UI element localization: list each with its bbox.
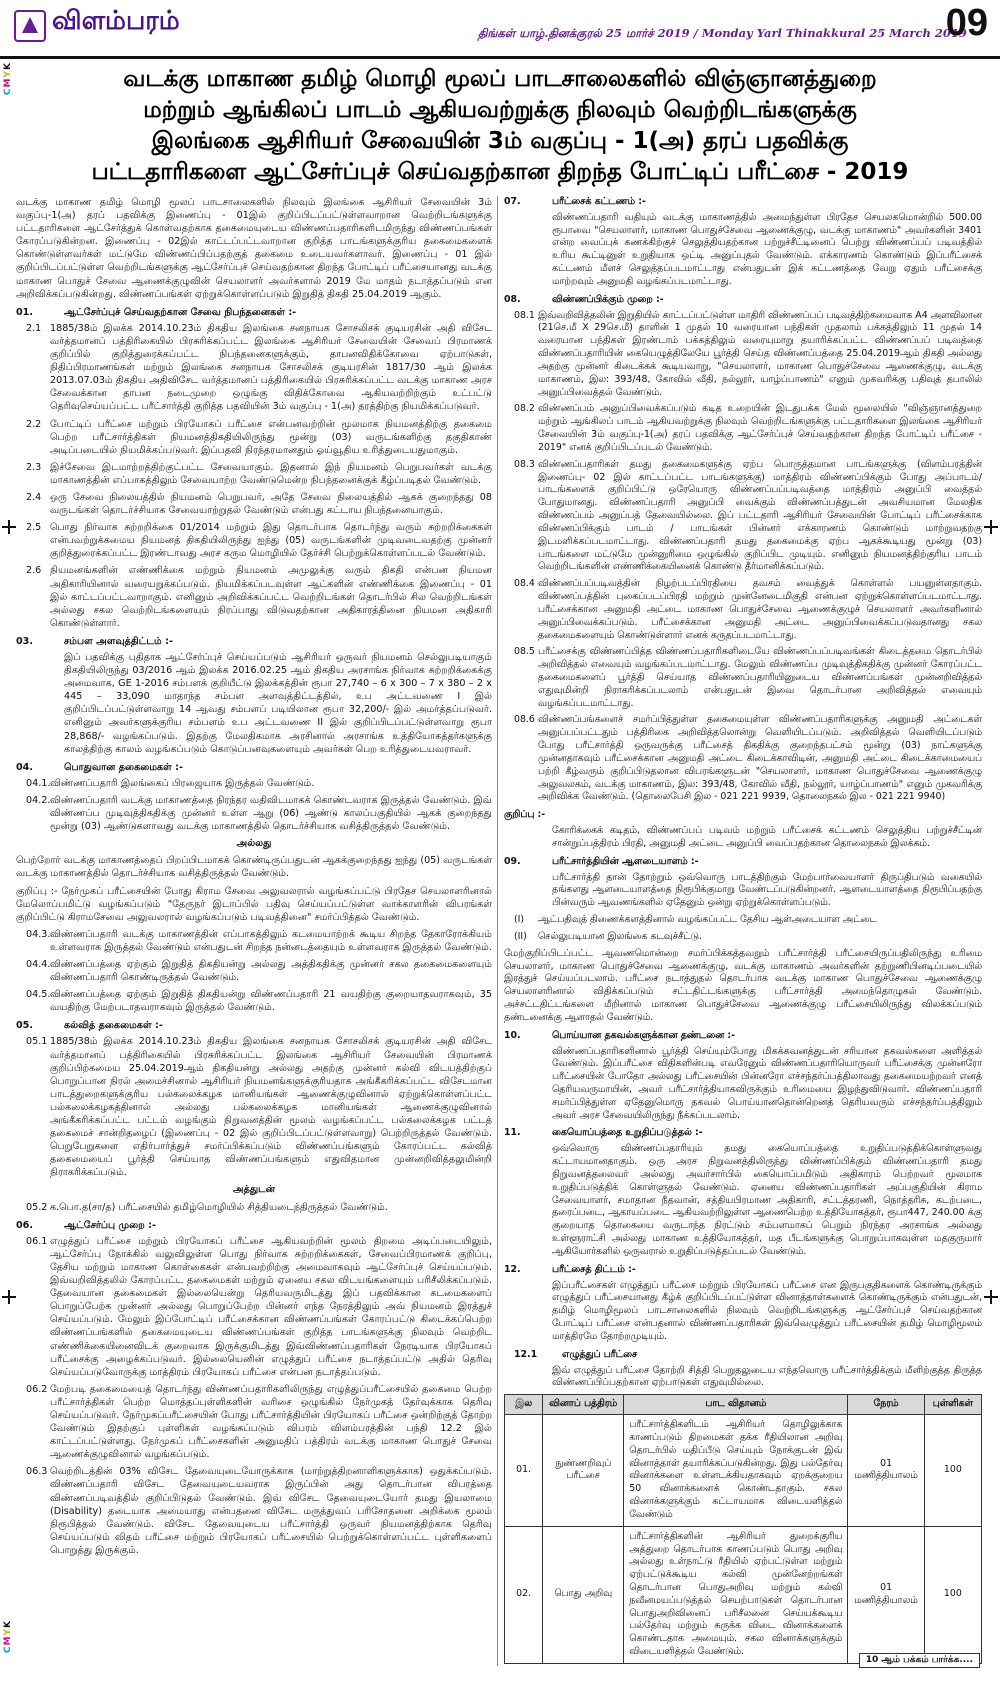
- or-label: அல்லது: [236, 838, 272, 850]
- list-item: [504, 714, 982, 804]
- section-title: எழுத்துப் பரீட்சை: [562, 1348, 638, 1360]
- section-heading-06: [16, 1219, 492, 1232]
- section-title: கல்வித் தகைமைகள் :-: [64, 1020, 163, 1032]
- cmyk-k: K: [3, 62, 13, 70]
- section-number: 04.: [16, 761, 33, 773]
- list-item: [504, 646, 982, 710]
- headline-line: இலங்கை ஆசிரியர் சேவையின் 3ம் வகுப்பு - 1(அ) தரப் பதவிக்கு: [151, 128, 849, 154]
- list-item: [16, 322, 492, 414]
- section-name: விளம்பரம்: [52, 6, 180, 36]
- headline-line: வடக்கு மாகாண தமிழ் மொழி மூலப் பாடசாலைகளில் விஞ்ஞானத்துறை: [123, 66, 877, 92]
- note-paragraph: கோரிக்கைக் கடிதம், விண்ணப்பப் படிவம் மற்றும் பரீட்சைக் கட்டணம் செலுத்திய பற்றுச்சீட்டின் சான்றுப்பத்திரம் பிரதி, அனுமதி அட்டை அனுப்பி வைப்பதற்கான தொலைநகல் இலக்கம்.: [552, 825, 982, 849]
- page-number: 09: [945, 2, 988, 44]
- section-number: 05.: [16, 1020, 33, 1032]
- section-heading-07: [504, 196, 982, 209]
- item-number: (I): [514, 914, 525, 926]
- item-text: போட்டிப் பரீட்சை மற்றும் பிரயோகப் பரீட்சை என்பனவற்றின் மூலமாக நியமனத்திற்கு தகைமை பெற்ற பரீட்சார்த்திகள் நியமனத்திகதியிலிருந்து மூன்று (03) வருடங்களிற்கு தகுதிகாண் அடிப்படையில் நியமிக்கப்படுவர். இப்பதவி நிரந்தரமானதும் ஓய்வூதிய உரித்துடையதுமாகும்.: [50, 418, 492, 456]
- column-header: வினாப் பத்திரம்: [543, 1395, 624, 1415]
- item-text: விண்ணப்பதாரிகள் தமது தகைமைகளுக்கு ஏற்ப பொருத்தமான பாடங்களுக்கு (விளம்பரத்தின் இணைப்பு- 02 இல் காட்டப்பட்ட பாடங்களுக்கு) மாத்திரம் விண்ணப்பிக்கும் போது அப்பாடம்/பாடங்களைக் குறிப்பிட்டு ஒரேயொரு விண்ணப்பப்படிவத்தை மாத்திரம் அனுப்பி வைத்தல் போதுமானது. விண்ணப்பதாரி அனுப்பி வைக்கும் விண்ணப்பத்துடன் அவசியமான மேலதிக விண்ணப்பம் அனுப்பத் தேவையில்லை. இப் பட்டதாரி ஆசிரியர் சேவையின் போட்டிப் பரீட்சைக்காக விண்ணப்பிக்கும் பாடம் / பாடங்கள் பின்னர் எக்காரணம் கொண்டும் மாற்றுவதற்கு இடமளிக்கப்படமாட்டாது. விண்ணப்பதாரி தமது தகைமைக்கு ஏற்ப ஆகக்கூடியது மூன்று (03) பாடங்களை மட்டுமே முன்னுரிமை ஒழுங்கில் குறிப்பிட முடியும். எனினும் நியமனத்திற்குரிய பாடம் வெற்றிடங்களின் எண்ணிக்கையினைக் கொண்டு தீர்மானிக்கப்படும்.: [538, 458, 982, 573]
- cmyk-m: M: [3, 77, 13, 88]
- item-number: 04.1.: [26, 777, 51, 789]
- cmyk-mark-bottom: [3, 1620, 13, 1653]
- cmyk-y: Y: [3, 1627, 13, 1636]
- time-cell: 01 மணித்தியாலம்: [848, 1526, 924, 1663]
- section-number: 09.: [504, 855, 521, 867]
- paper-name: பொது அறிவு: [543, 1526, 624, 1663]
- note-paragraph: குறிப்பு :- நேர்முகப் பரீட்சையின் போது கிராம சேவை அலுவலரால் வழங்கப்பட்டு பிரதேச செயலாளரினால் மேலொப்பமிட்டு வழங்கப்படும் "தேருநர் இடாப்பில் பதிவு செய்யப்பட்டுள்ள வாக்காளரின் விபரங்கள் குறிப்பிட்டு கிராமசேவை அலுவலரால் வழங்கப்படும் படிவத்தினை" சமர்ப்பித்தல் வேண்டும்.: [16, 885, 492, 923]
- column-header: இல: [505, 1395, 543, 1415]
- identity-paragraph-continued: மேற்குறிப்பிடப்பட்ட ஆவணமொன்றை சமர்ப்பிக்கத்தவறும் பரீட்சார்த்தி பரீட்சையிருப்பதிலிருந்து உரிமை செயலாளர், மாகாண பொதுச்சேவை ஆணைக்குழு, வடக்கு மாகாணம் அவர்களின் தற்றுணிபினடிப்படையில் இரத்துச் செய்யப்படலாம். பரீட்சை நடாத்துதல் தொடர்பாக வடக்கு மாகாண பொதுச்சேவை ஆணைக்குழு செயலாளரினால் விதிக்கப்படும் சட்டதிட்டங்களுக்கு பரீட்சார்த்தி அமைந்தொழுகல் வேண்டும். அச்சட்டதிட்டங்களை மீறினால் மாகாண பொதுச்சேவை ஆணைக்குழு பரீட்சையிலிருந்து விலக்கப்படும் தண்டனைக்கு ஆளாதல் வேண்டும்.: [504, 947, 982, 1023]
- section-title: ஆட்சேர்ப்பு முறை :-: [64, 1219, 156, 1231]
- list-item: [16, 1383, 492, 1462]
- item-text: மேற்படி தகைமையைத் தொடர்ந்து விண்ணப்பதாரிகளிலிருந்து எழுத்துப்பரீட்சையில் தகைமை பெற்ற பரீட்சார்த்திகள் பெற்ற மொத்தப்புள்ளிகளின் வரிசை ஒழுங்கில் நேர்முகத் தேர்வுக்காக தெரிவு செய்யப்படுவர். நேர்முகப்பரீட்சையின் போது பரீட்சார்த்தியின் பிரயோகப் பரீட்சை ஒன்றிற்குத் தோற்ற வேண்டும் இதற்குப் புள்ளிகள் வழங்கப்படும் விபரம் விளம்பரத்தின் பந்தி 12.2 இல் காட்டப்பட்டுள்ளது. நேர்முகப் பரீட்சைகளின் அனுமதிப் பத்திரம் வடக்கு மாகாண பொதுச் சேவை ஆணைக்குழுவினால் வழங்கப்படும்.: [50, 1383, 492, 1461]
- item-number: (II): [514, 930, 527, 942]
- signature-paragraph: ஒவ்வொரு விண்ணப்பதாரியும் தமது கையொப்பத்தை உறுதிப்படுத்திக்கொள்ளுவது கட்டாயமானதாகும். ஒரு அரச நிறுவனத்திலிருந்து விண்ணப்பிக்கும் விண்ணப்பதாரி தமது நிறுவனத்தலைவர் அல்லது அவர்சார்பில் கையொப்பமிடும் அதிகாரம் பெற்றவர் மூலமாக உறுதிப்படுத்திக் கொள்ளுதல் வேண்டும். ஏனைய விண்ணப்பதாரிகள் அப்பகுதியின் கிராம சேவையாளர், சமாதான நீதவான், சத்தியபிரமாண அதிகாரி, சட்டத்தரணி, நொத்தரிசு, கடற்படை, தரைப்படை, ஆகாயப்படை ஆகியவற்றிலுள்ள ஆணைபெற்ற உத்தியோகத்தர், ரூபா447, 240.00 க்கு குறையாத தொகையை வருடாந்த நிரட்டும் சம்பளமாகப் பெறும் நிரந்தர அரசாங்க அல்லது உள்ளூராட்சி அல்லது மாகாண உத்தியோகத்தர், மத பீடங்களுக்கு பொறுப்பாகவுள்ள மதகுருமார் ஆகியோர்களில் ஒருவரால் உறுதிப்படுத்தப்படல் வேண்டும்.: [552, 1143, 982, 1257]
- section-number: 12.1: [514, 1348, 538, 1360]
- newspaper-logo-icon: [14, 10, 46, 42]
- marks-cell: 100: [924, 1526, 981, 1663]
- registration-mark-icon: [984, 1290, 998, 1304]
- list-item: [16, 521, 492, 560]
- item-text: விண்ணப்பத்தை ஏற்கும் இறுதித் திகதியன்று விண்ணப்பதாரி 21 வயதிற்கு குறையாதவராகவும், 35 வயதிற்கு மேற்படாதவராகவும் இருத்தல் வேண்டும்.: [50, 989, 492, 1014]
- item-text: விண்ணப்பங்களைச் சமர்ப்பித்துள்ள தகைமையுள்ள விண்ணப்பதாரிகளுக்கு அனுமதி அட்டைகள் அனுப்பப்பட்டதும் பத்திரிகை அறிவித்தலொன்று வெளியிடப்படும். அறிவித்தல் வெளியிடப்படும் போது பரீட்சார்த்தி ஒருவருக்கு பரீட்சைத் திகதிக்கு குறைந்தபட்சம் மூன்று (03) நாட்களுக்கு முன்னதாகவும் பரீட்சைக்கான அனுமதி அட்டை கிடைக்காவிடின், அனுமதி அட்டை கிடைக்காமையைப் பற்றி கீழ்வரும் குறிப்பிடுதலான விபரங்களுடன் "செயலாளர், மாகாண பொதுச்சேவை ஆணைக்குழு அலுவலகம், வடக்கு மாகாணம், இல: 393/48, கோவில் வீதி, நல்லூர், யாழ்ப்பாணம்" எனும் முகவரிக்கு அறிவிக்க வேண்டும். (தொலைபேசி இல - 021 221 9939, தொலைநகல் இல - 021 221 9940): [538, 714, 982, 803]
- item-text: நியமனங்களின் எண்ணிக்கை மற்றும் நியமனம் அமுலுக்கு வரும் திகதி என்பன நியமன அதிகாரியினால் வரையறுக்கப்படும். நியமிக்கப்படவுள்ள ஆட்களின் எண்ணிக்கை இணைப்பு - 01 இல் காட்டப்பட்டவாறாகும். எனினும் அறிவிக்கப்பட்ட வெற்றிடங்கள் தொடர்பில் சில வெற்றிடங்கள் அல்லது சகல வெற்றிடங்களையும் நிரப்பாது விடுவதற்கான அதிகாரத்தினை நியமன அதிகாரி கொண்டுள்ளார்.: [50, 565, 492, 629]
- section-heading-03: [16, 635, 492, 648]
- item-text: விண்ணப்பம் அனுப்பிவைக்கப்படும் கடித உறையின் இடதுபக்க மேல் மூலையில் "விஞ்ஞானத்துறை மற்றும் ஆங்கிலப் பாடம் ஆகியவற்றுக்கு நிலவும் வெற்றிடங்களுக்கு பட்டதாரிகளை இலங்கை ஆசிரியர் சேவையின் 3ம் வகுப்பு-1(அ) தரப் பதவிக்கு ஆட்சேர்ப்புச் செய்வதற்கான திறந்த போட்டிப் பரீட்சை - 2019" எனக் குறிப்பிடப்படல் வேண்டும்.: [538, 403, 982, 453]
- list-item: [16, 1035, 492, 1179]
- list-item: [16, 958, 492, 984]
- list-item: [504, 310, 982, 400]
- left-column: [16, 196, 492, 1666]
- or-paragraph: பெற்றோர் வடக்கு மாகாணத்தைப் பிறப்பிடமாகக் கொண்டிருப்பதுடன் ஆகக்குறைந்தது ஐந்து (05) வருடங்கள் வடக்கு மாகாணத்தில் தொடர்ச்சியாக வசித்திருத்தல் வேண்டும்.: [16, 855, 492, 880]
- item-text: 1885/38ம் இலக்க 2014.10.23ம் திகதிய இலங்கை சனநாயக சோசலிசக் குடியரசின் அதி விசேட வர்த்தமானப் பத்திரிகையில் பிரசுரிக்கப்பட்ட இலங்கை ஆசிரியர் சேவையின் சேவைப் பிரமாணக் குறிப்பில் குறித்துரைக்கப்பட்ட நிபந்தனைகளுக்கும், தாபனவிதிக்கோவை ஏற்பாடுகள், நிதிப்பிரமாணங்கள் மற்றும் இலங்கை சனநாயக சோசலிசக் குடியரசின் 1817/30 ஆம் இலக்க 2013.07.03ம் திகதிய அதிவிசேட வர்த்தமானப் பத்திரிகையில் பிரசுரிக்கப்பட்ட வடக்கு மாகாண அரச சேவைக்கான தாபன நடைமுறை ஒழுங்கு விதிக்கோவை ஆகியவற்றிற்கும் உட்பட்டு தெரிவுசெய்யப்பட்ட பரீட்சார்த்தி குறித்த பதவியின் 3ம் வகுப்பு - 1(அ) தரத்திற்கு நியமிக்கப்படுவர்.: [50, 322, 492, 413]
- item-number: 08.3: [514, 458, 535, 470]
- item-number: 05.1: [26, 1036, 48, 1048]
- identity-paragraph: பரீட்சார்த்தி தான் தோற்றும் ஒவ்வொரு பாடத்திற்கும் மேற்பார்வையாளர் திருப்திபடும் வகையில் தங்களது ஆளடையாளத்தை நிரூபிக்குமாறு வேண்டப்படுகின்றனர். ஆளடையாளத்தை நிரூபிப்பதற்கு பின்வரும் ஆவணங்களில் ஏதேனும் ஒன்று ஏற்றுக்கொள்ளப்படும்.: [552, 871, 982, 909]
- item-number: 08.5: [514, 646, 535, 658]
- list-item: [504, 914, 982, 927]
- item-text: இச்சேவை இடமாற்றத்திற்குட்பட்ட சேவையாகும். இதனால் இந் நியமனம் பெறுபவர்கள் வடக்கு மாகாணத்தின் எப்பாகத்திலும் சேவையாற்ற வேண்டுமென்ற நிபந்தனைக்குக் கீழ்ப்படிதல் வேண்டும்.: [50, 461, 492, 486]
- item-number: 06.3: [26, 1466, 48, 1478]
- date-line: திங்கள் யாழ்.தினக்குரல் 25 மார்ச் 2019 / Monday Yarl Thinakkural 25 March 2019: [478, 26, 967, 40]
- item-text: செல்லுபடியான இலங்கை கடவுச்சீட்டு.: [538, 930, 702, 942]
- item-text: இவ்வறிவித்தலின் இறுதியில் காட்டப்பட்டுள்ள மாதிரி விண்ணப்பப் படிவத்திற்கமைவாக A4 அளவிலான (21செ.மீ X 29செ.மீ) தாளின் 1 முதல் 10 வரையான பந்திகள் முதலாம் பக்கத்திலும் 11 முதல் 14 வரையான பந்திகள் இரண்டாம் பக்கத்திலும் வரையுமாறு தயாரிக்கப்பட்ட விண்ணப்பப் படிவத்தை விண்ணப்பதாரியின் கையெழுத்திலேயே பூர்த்தி செய்த விண்ணப்பத்தை 25.04.2019ஆம் திகதி அல்லது அதற்கு முன்னர் கிடைக்கக் கூடியவாறு, "செயலாளர், மாகாண பொதுச்சேவை ஆணைக்குழு, வடக்கு மாகாணம், இல: 393/48, கோவில் வீதி, நல்லூர், யாழ்ப்பாணம்" எனும் முகவரிக்கு பதிவுத் தபாலில் அனுப்பிவைத்தல் வேண்டும்.: [538, 309, 982, 398]
- row-number: 01.: [505, 1415, 543, 1527]
- continue-on-page-label: 10 ஆம் பக்கம் பார்க்க....: [859, 1653, 980, 1668]
- section-heading-04: [16, 761, 492, 774]
- column-header: பாட விதானம்: [624, 1395, 848, 1415]
- intro-paragraph: வடக்கு மாகாண தமிழ் மொழி மூலப் பாடசாலைகளில் நிலவும் இலங்கை ஆசிரியர் சேவையின் 3ம் வகுப்பு-1(அ) தரப் பதவிக்கு இணைப்பு - 01இல் குறிப்பிடப்பட்டுள்ளவாறான வெற்றிடங்களுக்கு பட்டதாரிகளை ஆட்சேர்த்துக் கொள்வதற்காக தகைமையுடைய விண்ணப்பதாரிகளிடமிருந்து விண்ணப்பங்கள் கோரப்படுகின்றன. இணைப்பு - 02இல் காட்டப்பட்டவாறான குறித்த பாடங்களுக்குரிய தகைமைகளைக் கொண்டுள்ளவர்கள் மட்டுமே விண்ணப்பிப்பதற்குத் தகைமை உடையவர்களாவர். இணைப்பு - 01 இல் குறிப்பிடப்பட்டுள்ள வெற்றிடங்களுக்கு ஆட்சேர்ப்புச் செய்வதற்கான திறந்த போட்டிப் பரீட்சையானது வடக்கு மாகாண பொதுச் சேவை ஆணைக்குழுவின் செயலாளர் அவர்களால் 2019 மே மாதம் நடாத்தப்படும் என அறிவிக்கப்படுகின்றது. விண்ணப்பங்கள் ஏற்றுக்கொள்ளப்படும் இறுதித் திகதி 25.04.2019 ஆகும்.: [16, 197, 492, 300]
- section-number: 07.: [504, 196, 521, 207]
- section-title: பொதுவான தகைமைகள் :-: [64, 761, 183, 773]
- salary-paragraph: இப் பதவிக்கு புதிதாக ஆட்சேர்ப்புச் செய்யப்படும் ஆசிரியர் ஒருவர் நியமனம் செல்லுபடியாகும் திகதியிலிருந்து 03/2016 ஆம் இலக்க 2016.02.25 ஆம் திகதிய அரசாங்க நிர்வாக சுற்றறிக்கைக்கு அமைவாக, GE 1-2016 சம்பளக் குறியீட்டு இலக்கத்தின் ரூபா 27,740 – 6 x 300 – 7 x 380 – 2 x 445 – 33,090 மாதாந்த சம்பள அளவுத்திட்டத்தில், உப அட்டவணை I இல் குறிப்பிடப்பட்டுள்ளவாறு 14 ஆவது சம்பளப் படியிலான ரூபா 32,200/- இல் அமர்த்தப்படுவர். எனினும் அவர்களுக்குரிய சம்பளம் உப அட்டவணை II இல் குறிப்பிடப்பட்டுள்ளவாறு ரூபா 28,868/- வழங்கப்படும். இதற்கு மேலதிகமாக அரசினால் அரசாங்க உத்தியோகத்தர்களுக்கு காலத்திற்கு காலம் வழங்கப்படும் கொடுப்பனவுகளையும் அவர்கள் பெற உரித்துடையவராவர்.: [64, 652, 492, 755]
- cmyk-mark-top: [3, 62, 13, 95]
- column-header: புள்ளிகள்: [924, 1395, 981, 1415]
- subsection-heading-12-1: [504, 1349, 982, 1362]
- item-text: வெற்றிடத்தின் 03% விசேட தேவையுடையோருக்காக (மாற்றுத்திறனாளிகளுக்காக) ஒதுக்கப்படும். விண்ணப்பதாரி விசேட தேவையுடையவராக இருப்பின் அது தொடர்பான விபரத்தை விண்ணப்படிவத்தில் குறிப்பிடுதல் வேண்டும். இவ் விசேட தேவையுடையோர் தமது இயலாமை (Disability) தடையாக அமையாது என்பதனை விசேட மருத்துவப் பரிசோதனை அறிக்கை மூலம் நிரூபித்தல் வேண்டும். விசேட தேவையுடைய பரீட்சார்த்தி ஒருவர் நியமனத்திற்காக தெரிவு செய்யப்படும் விதம் பரீட்சை மற்றும் பிரயோகப் பரீட்சையில் பெற்றுக்கொள்ளப்பட்ட புள்ளிகளைப் பொறுத்து இருக்கும்.: [50, 1466, 492, 1556]
- item-number: 05.2: [26, 1201, 48, 1213]
- paper-name: நுண்ணறிவுப் பரீட்சை: [543, 1415, 624, 1527]
- note-label: குறிப்பு :-: [504, 809, 546, 821]
- table-header-row: [505, 1395, 982, 1415]
- item-number: 04.4.: [26, 958, 51, 970]
- item-number: 08.2: [514, 403, 535, 415]
- advert-headline: [22, 64, 978, 192]
- item-text: 1885/38ம் இலக்க 2014.10.23ம் திகதிய இலங்கை சனநாயக சோசலிசக் குடியரசின் அதி விசேட வர்த்தமானப் பத்திரிகையில் பிரசுரிக்கப்பட்ட இலங்கை ஆசிரியர் சேவையின் பிரமாணக் குறிப்பிற்கமைய 25.04.2019ஆம் திகதியன்று அல்லது அதற்கு முன்னர் கல்வி விடயத்திற்குப் பொறுப்பான நிரல் அமைச்சினால் ஆசிரியர் நியமனங்களுக்குரியதாக அங்கீகரிக்கப்பட்ட விசேடமான பாடத்துறைகளுக்குரிய பல்கலைக்கழக மானியங்கள் ஆணைக்குழுவினால் ஏற்றுக்கொள்ளப்பட்ட பல்கலைக்கழகத்தினால் அல்லது பல்கலைக்கழக மானியங்கள் ஆணைக்குழுவினால் அங்கீகரிக்கப்பட்ட பட்டம் வழங்கும் நிறுவனத்தின் மூலம் வழங்கப்பட்ட பல்கலைக்கழக பட்டத் தகைமைச் சான்றிதழைப் (இணைப்பு - 02 இல் குறிப்பிடப்பட்டுள்ளவாறு) பெற்றிருத்தல் வேண்டும். பெறுபேறுகளை எதிர்பார்த்துச் சமர்ப்பிக்கப்படும் விண்ணப்பங்களும் கோரப்பட்ட கல்வித் தகைமையைப் பூர்த்தி செய்யாத விண்ணப்பங்களும் எதுவிதமான முன்னறிவித்தலுமின்றி நிராகரிக்கப்படும்.: [50, 1036, 492, 1179]
- item-text: விண்ணப்பத்தை ஏற்கும் இறுதித் திகதியன்று அல்லது அத்திகதிக்கு முன்னர் சகல தகைமைகளையும் விண்ணப்பதாரி கொண்டிருத்தல் வேண்டும்.: [50, 958, 492, 984]
- section-heading-11: [504, 1127, 982, 1140]
- syllabus-cell: பரீட்சார்த்திகளின் ஆசிரியர் துறைக்குரிய அத்துறை தொடர்பாக காணப்படும் பொது அறிவு அல்லது உள்நாட்டு ரீதியில் ஏற்பட்டுள்ள மற்றும் ஏற்பட்டுக்கூடிய கல்வி முன்னேற்றங்கள் தொடர்பான பொதுஅறிவு மற்றும் கல்வி நவீனமயப்படுத்தல் செயற்பாடுகள் தொடர்பான பொதுஅறிவினைப் பரிசீலனை செய்யக்கூடிய பல்தேர்வு மற்றும் சுருக்க விடை வினாக்களைக் கொண்டதாக அமையும். சகல வினாக்களுக்கும் விடையளித்தல் வேண்டும்.: [624, 1526, 848, 1663]
- section-title: கையொப்பத்தை உறுதிப்படுத்தல் :-: [552, 1127, 703, 1139]
- headline-line: பட்டதாரிகளை ஆட்சேர்ப்புச் செய்வதற்கான திறந்த போட்டிப் பரீட்சை - 2019: [91, 159, 909, 185]
- section-title: பொய்யான தகவல்களுக்கான தண்டனை :-: [552, 1029, 736, 1041]
- list-item: [16, 461, 492, 487]
- column-header: நேரம்: [848, 1395, 924, 1415]
- application-method-list: [504, 310, 982, 805]
- item-text: பரீட்சைக்கு விண்ணப்பித்த விண்ணப்பதாரிகளிடையே விண்ணப்பப்படிவங்கள் கிடைத்தமை தொடர்பில் அறிவித்தல் எவையும் வழங்கப்படமாட்டாது. மேலும் விண்ணப்ப முடிவுத்திகதிக்கு முன்னர் கோரப்பட்ட தகைமைகளைப் பூர்த்தி செய்யாத விண்ணப்பதாரியினுடைய விண்ணப்பங்கள் முன்னறிவித்தல் எதுவுமின்றி நிராகரிக்கப்படலாம் என்பதுடன் இவை தொடர்பான அறிவித்தல் எவையும் வழங்கப்படமாட்டாது.: [538, 646, 982, 709]
- service-conditions-list: [16, 322, 492, 630]
- list-item: [16, 988, 492, 1014]
- section-number: 06.: [16, 1219, 33, 1231]
- list-item: [16, 418, 492, 457]
- section-title: விண்ணப்பிக்கும் முறை :-: [552, 293, 664, 305]
- list-item: [16, 777, 492, 790]
- registration-mark-icon: [2, 1290, 16, 1304]
- section-heading-10: [504, 1030, 982, 1043]
- list-item: [504, 403, 982, 454]
- section-heading-01: [16, 306, 492, 319]
- section-number: 10.: [504, 1029, 521, 1041]
- section-heading-08: [504, 294, 982, 307]
- item-number: 2.5: [26, 522, 42, 534]
- item-text: விண்ணப்பதாரி வடக்கு மாகாணத்தை நிரந்தர வதிவிடமாகக் கொண்டவராக இருத்தல் வேண்டும். இவ் விண்ணப்ப முடிவுத்திகதிக்கு முன்னர் உள்ள ஆறு (06) ஆண்டு காலப்பகுதியில் ஆகக் குறைந்தது மூன்று (03) ஆண்டுகளாவது வடக்கு மாகாணத்தில் தொடர்ச்சியாக வசித்திருத்தல் வேண்டும்.: [50, 794, 492, 833]
- syllabus-cell: பரீட்சார்த்திகளிடம் ஆசிரியர் தொழிலுக்காக காணப்படும் திறமைகள் தக்க ரீதியிலான அறிவு தொடர்பில் மதிப்பீடு செய்யும் நோக்குடன் இவ் வினாத்தாள் தயாரிக்கப்படுகின்றது. இது பல்தேர்வு வினாக்களை உள்ளடக்கியதாகவும் ஏறக்குறைய 50 வினாக்களைக் கொண்டதாகும். சகல வினாக்களுக்கும் கட்டாயமாக விடையளித்தல் வேண்டும்: [624, 1415, 848, 1527]
- general-qualifications-list-continued: [16, 928, 492, 1015]
- section-title: ஆட்சேர்ப்புச் செய்வதற்கான சேவை நிபந்தனைகள் :-: [64, 306, 297, 318]
- educational-qualifications-list-continued: [16, 1201, 492, 1214]
- list-item: [16, 564, 492, 629]
- cmyk-m: M: [3, 1635, 13, 1646]
- section-heading-09: [504, 856, 982, 869]
- column-divider: [497, 196, 498, 1666]
- section-number: 08.: [504, 293, 521, 305]
- exam-fee-paragraph: விண்ணப்பதாரி வதியும் வடக்கு மாகாணத்தில் அமைந்துள்ள பிரதேச செயலகமொன்றில் 500.00 ரூபாவை "செயலாளர், மாகாண பொதுச்சேவை ஆணைக்குழு, வடக்கு மாகாணம்" அவர்களின் 3401 என்ற வைப்புக் கணக்கிற்குச் செலுத்தியதற்கான பற்றுச்சீட்டினைப் பெற்று விண்ணப்பப் படிவத்தில் உரிய கூட்டினுள் உறுதியாக ஒட்டி அனுப்புதல் வேண்டும். எக்காரணம் கொண்டும் இப்பரீட்சைக் கட்டணம் மீளச் செலுத்தப்படமாட்டாது என்பதுடன் இக் கட்டணத்தை வேறு ஏதும் பரீட்சைக்கு மாற்றவும் அனுமதி வழங்கப்படமாட்டாது.: [552, 211, 982, 287]
- list-item: [504, 459, 982, 574]
- identity-documents-list: [504, 914, 982, 944]
- item-text: பொது நிர்வாக சுற்றறிக்கை 01/2014 மற்றும் இது தொடர்பாக தொடர்ந்து வரும் சுற்றறிக்கைகள் என்பவற்றுக்கமைய நியமனத் திகதியிலிருந்து ஐந்து (05) வருடங்களின் முடிவடைவதற்கு முன்னர் குறித்துரைக்கப்பட்ட இரண்டாவது அரச கரும மொழியில் தேர்ச்சி பெற்றுக்கொள்ளப்படல் வேண்டும்.: [50, 522, 492, 560]
- item-number: 06.1: [26, 1235, 48, 1247]
- item-number: 04.5.: [26, 989, 51, 1001]
- item-number: 04.2.: [26, 794, 51, 806]
- item-number: 2.1: [26, 322, 42, 334]
- registration-mark-icon: [984, 520, 998, 534]
- item-number: 2.6: [26, 565, 42, 577]
- list-item: [16, 1201, 492, 1214]
- item-text: விண்ணப்பதாரி இலங்கைப் பிரஜையாக இருத்தல் வேண்டும்.: [50, 777, 315, 789]
- right-column: [504, 196, 982, 1666]
- written-exam-paragraph: இவ் எழுத்துப் பரீட்சை தோற்றி சித்தி பெறுதலுடைய எந்தவொரு பரீட்சார்த்திக்கும் மீளிற்குத்த திருத்த விண்ணப்பிப்பதற்கான ஏற்பாடுகள் எதுவுமில்லை.: [552, 1364, 982, 1389]
- row-number: 02.: [505, 1526, 543, 1663]
- item-number: 06.2: [26, 1383, 48, 1395]
- list-item: [16, 794, 492, 833]
- item-text: எழுத்துப் பரீட்சை மற்றும் பிரயோகப் பரீட்சை ஆகியவற்றின் மூலம் திறமை அடிப்படையிலும், ஆட்சேர்ப்பு நோக்கில் வலுவிலுள்ள பொது நிர்வாக சுற்றறிக்கைகள், சேவைப்பிரமாணக் குறிப்பு, தேசிய மற்றும் மாகாண கொள்கைகள் என்பவற்றிற்கு அமைவாகவும் ஆட்சேர்ப்புச் செய்யப்படும். இவ்வறிவித்தலில் கோரப்பட்ட தகைமைகள் மற்றும் ஏனைய சகல விடயங்களையும் பரிசீலிக்கப்படும். தேவையான தகைமைகள் இல்லையென்று தெரியவருமிடத்து இப் பதவிக்கான கடமைகளைப் பொறுப்பேற்க முன்னர் அல்லது பொறுப்பேற்ற பின்னர் எந்த நேரத்திலும் அவ் நியமனம் இரத்துச் செய்யப்படும். மேலும் இப்போட்டிப் பரீட்சைக்கான விண்ணப்பங்கள் கோரப்பட்டு கிடைக்கப்பெற்ற விண்ணப்பங்களில் தகைமையுடைய விண்ணப்பங்கள் குறித்த பாடங்களுக்கு நிலவும் வெற்றிட எண்ணிக்கையினைவிடக் குறைவாக இருக்குமிடத்து இவ்விண்ணப்பதாரிகள் நேரடியாக பிரயோகப் பரீட்சைக்கு அழைக்கப்படுவர். இல்லையெனின் எழுத்துப் பரீட்சை நடாத்தப்பட்டு அதில் தெரிவு செய்யப்படுவோருக்கு மாத்திரம் பிரயோகப் பரீட்சை என்பன நடாத்தப்படும்.: [50, 1235, 492, 1378]
- section-heading-12: [504, 1264, 982, 1277]
- item-text: விண்ணப்பதாரி வடக்கு மாகாணத்தின் எப்பாகத்திலும் கடமையாற்றக் கூடிய சிறந்த தேகாரோக்கியம் உள்ளவராக இருத்தல் வேண்டும் என்பதுடன் சிறந்த நன்னடத்தையும் உள்ளவராக இருத்தல் வேண்டும்.: [50, 928, 492, 953]
- and-label: அத்துடன்: [232, 1184, 276, 1196]
- note-heading: [504, 809, 982, 822]
- cmyk-c: C: [3, 1645, 13, 1654]
- cmyk-y: Y: [3, 69, 13, 78]
- item-number: 08.6: [514, 714, 535, 726]
- registration-mark-icon: [2, 520, 16, 534]
- section-title: சம்பள அளவுத்திட்டம் :-: [64, 635, 173, 647]
- item-text: ஆட்பதிவுத் திணைக்களத்தினால் வழங்கப்பட்ட தேசிய ஆள்அடையாள அட்டை: [538, 914, 877, 926]
- table-row: [505, 1415, 982, 1527]
- table-row: [505, 1526, 982, 1663]
- item-number: 08.1: [514, 309, 535, 321]
- headline-line: மற்றும் ஆங்கிலப் பாடம் ஆகியவற்றுக்கு நிலவும் வெற்றிடங்களுக்கு: [143, 97, 857, 123]
- section-heading-05: [16, 1019, 492, 1032]
- general-qualifications-list: [16, 777, 492, 833]
- list-item: [16, 491, 492, 517]
- exam-scheme-paragraph: இப்பரீட்சைகள் எழுத்துப் பரீட்சை மற்றும் பிரயோகப் பரீட்சை என இருபகுதிகளைக் கொண்டிருக்கும் எழுத்துப் பரீட்சையானது கீழ்க் குறிப்பிடப்பட்டுள்ள வினாத்தாள்களைக் கொண்டிருக்கும் என்பதுடன், தமிழ் மொழிமூலப் பாடசாலைகளில் நிலவும் வெற்றிடங்களுக்கு ஆட்சேர்ப்புச் செய்வதற்கான போட்டிப் பரீட்சை என்பதனால் விண்ணப்பதாரிகள் இவ்வெழுத்துப் பரீட்சையின் தமிழ் மொழிமூலம் மாத்திரமே தோற்றமுடியும்.: [552, 1279, 982, 1342]
- list-item: [504, 578, 982, 642]
- list-item: [16, 1235, 492, 1379]
- marks-cell: 100: [924, 1415, 981, 1527]
- section-number: 11.: [504, 1127, 521, 1139]
- false-information-paragraph: விண்ணப்பதாரிகளினால் பூர்த்தி செய்யும்போது மிகக்கவனத்துடன் சரியான தகவல்களை அளித்தல் வேண்டும். இப்பரீட்சை விதிகளின்படி எவரேனும் விண்ணப்பதாரியொருவர் பரீட்சைக்கு முன்னரோ பரீட்சையின் போதோ அல்லது பரீட்சையின் பின்னரோ எச்சந்தர்ப்பத்திலாவது தகைமையற்றவர் எனத் தெரியவருமாயின், அவர் பரீட்சார்த்தியாகவிருக்கும் உரிமையை இழந்துவிடுவார். விண்ணப்பதாரி சமர்ப்பித்துள்ள ஏதேனுமொரு தகவல் பொய்யானதொன்றெனத் தெரியவரும் எச்சந்தர்ப்பத்திலும் அவர் அரச சேவையிலிருந்து நீக்கப்படலாம்.: [552, 1045, 982, 1121]
- item-text: க.பொ.த(சா/த) பரீட்சையில் தமிழ்மொழியில் சித்தியடைந்திருத்தல் வேண்டும்.: [50, 1201, 388, 1213]
- item-number: 04.3.: [26, 928, 51, 940]
- section-number: 01.: [16, 306, 33, 318]
- time-cell: 01 மணித்தியாலம்: [848, 1415, 924, 1527]
- section-number: 03.: [16, 635, 33, 647]
- item-number: 2.4: [26, 491, 42, 503]
- educational-qualifications-list: [16, 1035, 492, 1179]
- item-text: விண்ணப்பப்படிவத்தின் நிழற்படப்பிரதியை தவசம் வைத்துக் கொள்ளல் பயனுள்ளதாகும். விண்ணப்பத்தின் புகைப்படப்பிரதி மற்றும் முன்னேடைமிகுதி என்பன ஏற்றுக்கொள்ளப்படமாட்டாது. பரீட்சைக்கான அனுமதி அட்டை மாகாண பொதுச்சேவை ஆணைக்குழுச் செயலாளர் அவர்களினால் அனுப்பிவைக்கப்படும். பரீட்சைக்கான அனுமதி அட்டை அனுப்பிவைக்கப்படுவதானது சகல தகைமைகளையும் கொண்டுள்ளார் எனக் கருதப்படமாட்டாது.: [538, 578, 982, 641]
- exam-scheme-table: [504, 1394, 982, 1664]
- item-number: 2.2: [26, 418, 42, 430]
- section-title: பரீட்சைத் திட்டம் :-: [552, 1263, 636, 1275]
- section-title: பரீட்சைக் கட்டணம் :-: [552, 196, 646, 207]
- item-number: 08.4: [514, 578, 535, 590]
- recruitment-method-list: [16, 1235, 492, 1557]
- section-number: 12.: [504, 1263, 521, 1275]
- cmyk-k: K: [3, 1620, 13, 1628]
- item-number: 2.3: [26, 461, 42, 473]
- cmyk-c: C: [3, 87, 13, 96]
- section-title: பரீட்சார்த்தியின் ஆளடையாளம் :-: [552, 855, 699, 867]
- list-item: [16, 928, 492, 954]
- masthead: [0, 0, 1000, 59]
- list-item: [16, 1465, 492, 1557]
- item-text: ஒரு சேவை நிலையத்தில் நியமனம் பெறுபவர், அதே சேவை நிலையத்தில் ஆகக் குறைந்தது 08 வருடங்கள் தொடர்ச்சியாக சேவையாற்றுதல் வேண்டும் என்பது கட்டாய நிபந்தனையாகும்.: [50, 491, 492, 517]
- list-item: [504, 931, 982, 944]
